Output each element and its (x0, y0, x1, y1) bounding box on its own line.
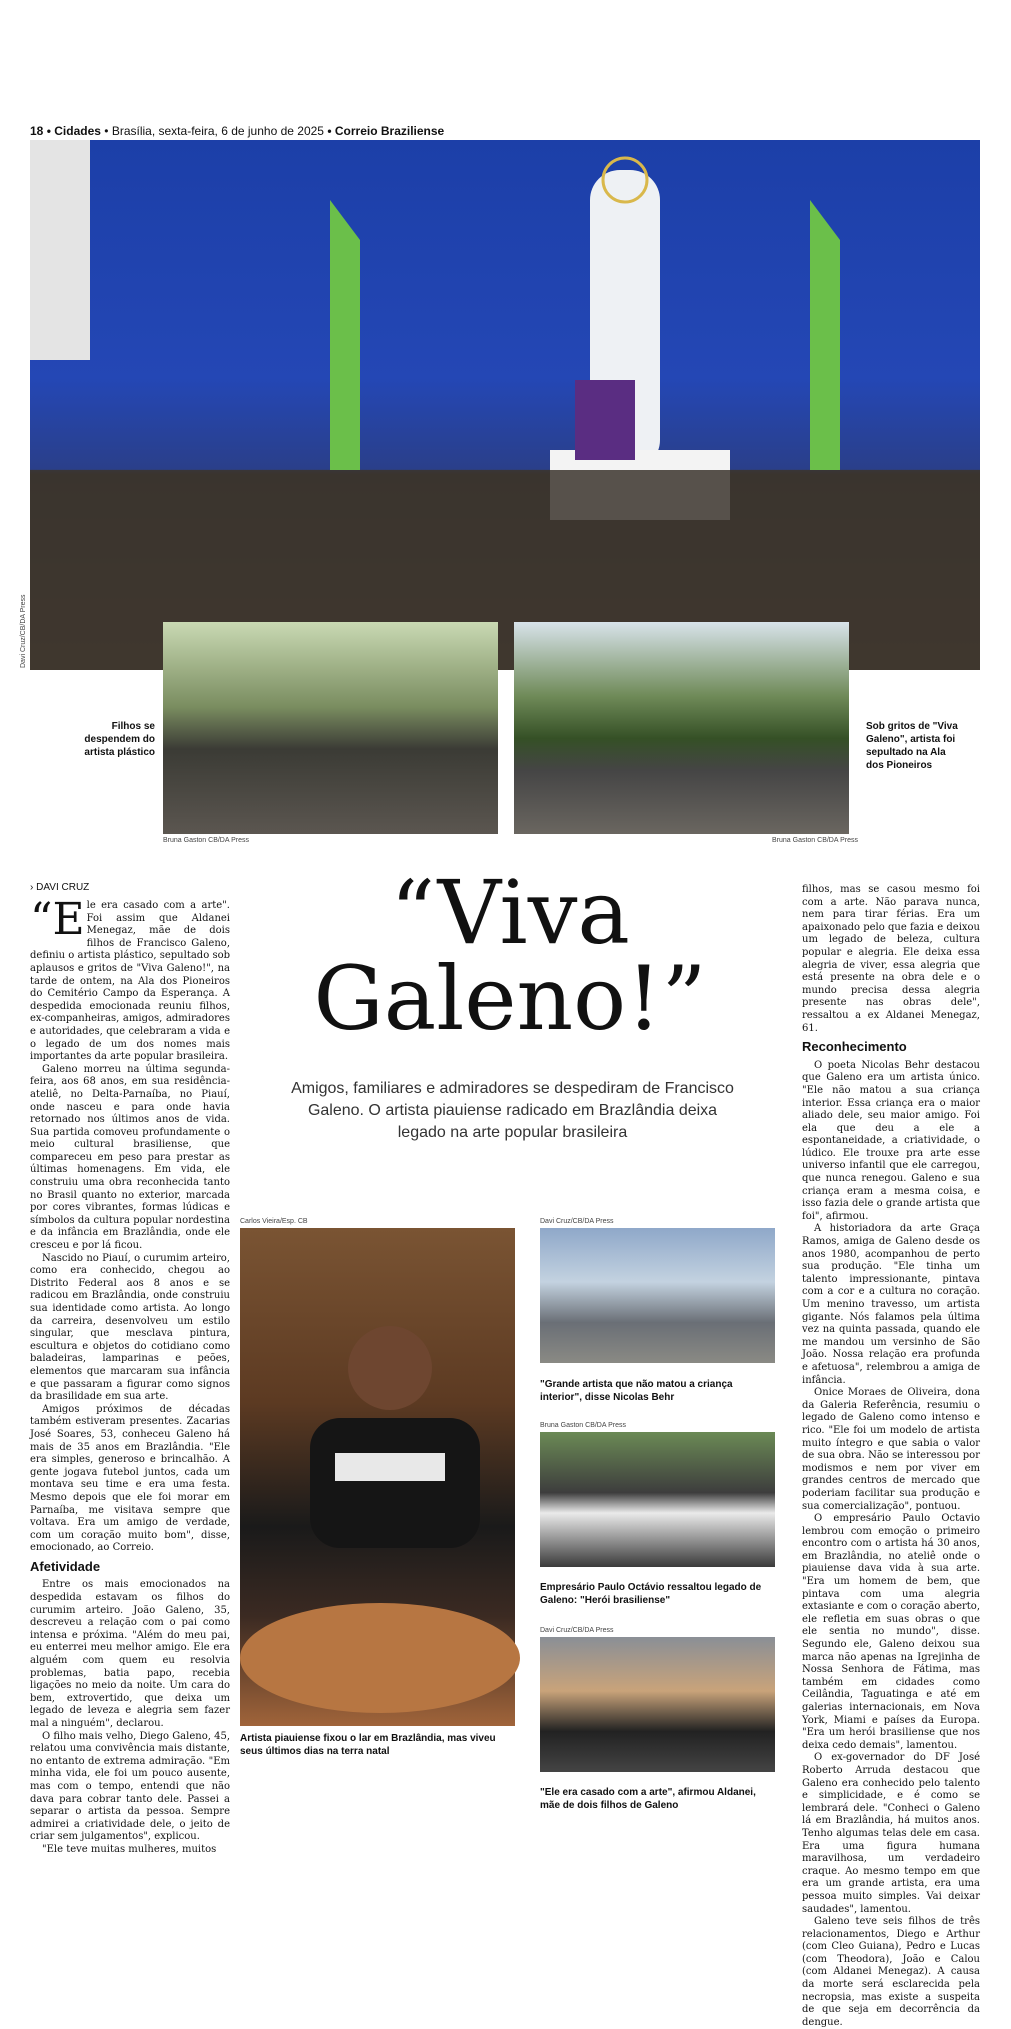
col1-paragraph-5: Entre os mais emocionados na despedida estavam os filhos do curumim arteiro. João Galeno, 35, descreveu a relação com o pai como intensa e próxima. "Além do meu pai, eu enterrei meu melhor amigo. Ele era alguém com quem eu resolvia problemas, batia papo, recebia ligações no meio da noite. Um cara do bem, extrovertido, que deixa um legado de leveza e alegria sem fazer mal a ninguém", declarou. (30, 1579, 230, 1729)
col3-paragraph-4: Onice Moraes de Oliveira, dona da Galeria Referência, resumiu o legado de Galeno como intenso e rico. "Ele foi um modelo de artista muito íntegro e que sabia o valor de sua obra. Não se interessou por modismos e nem por viver em grandes centros de mercado que poderiam facilitar sua produção e sua comercialização", pontuou. (802, 1387, 980, 1512)
small-photo-2-credit: Bruna Gaston CB/DA Press (540, 1422, 626, 1429)
caption-portrait: Artista piauiense fixou o lar em Brazlândia, mas viveu seus últimos dias na terra natal (240, 1733, 496, 1757)
shirt-print (335, 1453, 445, 1481)
bowl-of-beads (240, 1603, 520, 1713)
open-quote-glyph: “ (30, 894, 53, 945)
byline-arrow-icon: › (30, 882, 34, 893)
article-column-3 (802, 884, 980, 2028)
photo-galeno-portrait (240, 1228, 515, 1726)
main-photo-illustration (30, 140, 980, 670)
page-header: 18 • Cidades • Brasília, sexta-feira, 6 de junho de 2025 • Correio Braziliense (30, 124, 445, 138)
artist-head (348, 1326, 432, 1410)
col3-paragraph-3: A historiadora da arte Graça Ramos, amiga de Galeno desde os anos 1980, acompanhou de perto sua produção. "Ele tinha um talento impressionante, pintava com a cor e a cultura no coração. Um menino travesso, um artista gigante. Nós falamos pela última vez na quinta passada, quando ele me mandou um versinho de São João. Nossa relação era profunda e afetuosa", relembrou a amiga de infância. (802, 1223, 980, 1386)
dateline: Brasília, sexta-feira, 6 de junho de 2025 (111, 124, 324, 138)
headline-line-2: Galeno!” (313, 947, 707, 1050)
headline-line-1: “Viva (390, 861, 630, 964)
caption-nicolas-behr: "Grande artista que não matou a criança interior", disse Nicolas Behr (540, 1379, 733, 1403)
wall-ornament-right (810, 200, 840, 470)
byline (30, 882, 89, 893)
col1-paragraph-3: Nascido no Piauí, o curumim arteiro, como era conhecido, chegou ao Distrito Federal aos 8 anos e se radicou em Brazlândia, onde construiu sua identidade como artista. Ao longo da carreira, desenvolveu um estilo singular, que mesclava pintura, escultura e objetos do cotidiano como baladeiras, lamparinas e peões, elementos que marcaram sua infância e que passaram a figurar como signos da brasilidade em sua arte. (30, 1252, 230, 1403)
portrait-credit: Carlos Vieira/Esp. CB (240, 1218, 308, 1225)
flag-banner (30, 140, 90, 360)
photo-sons-farewell (163, 622, 498, 834)
photo-nicolas-behr (540, 1228, 775, 1363)
page-number: 18 (30, 124, 44, 138)
headline (245, 861, 775, 1050)
left-photo-credit: Bruna Gaston CB/DA Press (163, 837, 249, 844)
col3-paragraph-5: O empresário Paulo Octavio lembrou com emoção o primeiro encontro com o artista há 30 anos, em Brazlândia, no ateliê onde o piauiense dava vida à sua arte. "Era um homem de bem, que pintava com uma alegria extasiante e com o coração aberto, ele refletia em suas obras o que ele sentia no mundo", disse. Segundo ele, Galeno deixou sua marca não apenas na Igrejinha de Nossa Senhora de Fátima, mas também em cidades como Ceilândia, Taguatinga e até em galerias internacionais, em Nova York, Miami e países da Europa. "Era um herói brasiliense que nos deixa cedo demais", lamentou. (802, 1513, 980, 1751)
col1-paragraph-6: O filho mais velho, Diego Galeno, 45, relatou uma convivência mais distante, no entanto de extrema admiração. "Em minha vida, ele foi um pouco ausente, mas com o tempo, entendi que não dava para cobrar tanto dele. Passei a separar o artista da pessoa. Sempre admirei a criatividade dele, o jeito de criar sem julgamentos", explicou. (30, 1730, 230, 1843)
newspaper-name: Correio Braziliense (334, 124, 445, 138)
drop-cap: E (52, 894, 85, 945)
col1-paragraph-4: Amigos próximos de décadas também estiveram presentes. Zacarias José Soares, 53, conheceu Galeno há mais de 35 anos em Brazlândia. "Ele era simples, generoso e brincalhão. A gente jogava futebol juntos, cada um montava seu time e era uma festa. Mesmo depois que ele foi morar em Parnaíba, me visitava sempre que voltava. Era um amigo de verdade, com um coração muito bom", disse, emocionado, ao Correio. (30, 1403, 230, 1554)
caption-burial: Sob gritos de "Viva Galeno", artista foi sepultado na Ala dos Pioneiros (866, 721, 958, 771)
small-photo-3-credit: Davi Cruz/CB/DA Press (540, 1627, 614, 1634)
photo-aldanei (540, 1637, 775, 1772)
col3-paragraph-6: O ex-governador do DF José Roberto Arruda destacou que Galeno era conhecido pelo talento e simplicidade, e é como se lembrará dele. "Conheci o Galeno lá em Brazlândia, há muitos anos. Tenho algumas telas dele em casa. Era uma figura humana maravilhosa, um verdadeiro craque. Ao mesmo tempo em que era um grande artista, era uma pessoa muito simples. Vai deixar saudades", lamentou. (802, 1752, 980, 1915)
caption-sons-farewell: Filhos se despendem do artista plástico (84, 721, 155, 758)
wall-ornament-left (330, 200, 360, 470)
main-photo-chapel-mass (30, 140, 980, 670)
subheadline: Amigos, familiares e admiradores se despediram de Francisco Galeno. O artista piauiense radicado em Brazlândia deixa legado na arte popular brasileira (291, 1080, 734, 1141)
article-column-1 (30, 894, 230, 1855)
col1-paragraph-2: Galeno morreu na última segunda-feira, aos 68 anos, em sua residência-ateliê, no Delta-Parnaíba, no Piauí, onde nasceu e para onde havia retornado nos últimos anos de vida. Sua partida comoveu profundamente o meio cultural brasiliense, que compareceu em peso para prestar as últimas homenagens. Em vida, ele construiu uma obra reconhecida tanto no Brasil quanto no exterior, marcada por cores vibrantes, formas lúdicas e símbolos da cultura popular nordestina e da infância em Brazlândia, onde ele cresceu e por lá ficou. (30, 1063, 230, 1252)
col3-paragraph-7: Galeno teve seis filhos de três relacionamentos, Diego e Arthur (com Cleo Guiana), Pedro e Lucas (com Theodora), João e Calou (com Aldanei Menegaz). A causa da morte será esclarecida pela necropsia, mas existe a suspeita de que seja em decorrência da dengue. (802, 1916, 980, 2028)
col3-paragraph-1: filhos, mas se casou mesmo foi com a arte. Não parava nunca, nem para tirar férias. Era um apaixonado pelo que fazia e deixou um legado de beleza, cultura popular e alegria. Ele deixa essa alegria de viver, essa alegria que está presente na obra dele e o mundo precisa dessa alegria presente nas obras dele", ressaltou a ex Aldanei Menegaz, 61. (802, 884, 980, 1034)
col3-paragraph-2: O poeta Nicolas Behr destacou que Galeno era um artista único. "Ele não matou a sua criança interior. Essa criança era o maior aliado dele, seu maior amigo. Foi ela que deu a ele a espontaneidade, a criatividade, o lúdico. Ele trouxe pra arte esse universo infantil que ele carregou, que nunca renegou. Galeno e sua criança eram a mesma coisa, e isso fazia dele o grande artista que foi", afirmou. (802, 1059, 980, 1222)
caption-paulo-octavio: Empresário Paulo Octávio ressaltou legado de Galeno: "Herói brasiliense" (540, 1582, 762, 1606)
col1-paragraph-1: le era casado com a arte". Foi assim que Aldanei Menegaz, mãe de dois filhos de Francisco Galeno, definiu o artista plástico, sepultado sob aplausos e gritos de "Viva Galeno!", na tarde de ontem, na Ala dos Pioneiros do Cemitério Campo da Esperança. A despedida emocionada reuniu filhos, ex-companheiras, amigos, admiradores e autoridades, que celebraram a vida e o legado de um dos nomes mais importantes da arte popular brasileira. (30, 900, 230, 1063)
section-name: Cidades (54, 124, 101, 138)
col1-paragraph-7: "Ele teve muitas mulheres, muitos (42, 1843, 217, 1855)
portrait-illustration (240, 1228, 515, 1726)
caption-aldanei: "Ele era casado com a arte", afirmou Aldanei, mãe de dois filhos de Galeno (540, 1787, 756, 1811)
photo-burial (514, 622, 849, 834)
photo-paulo-octavio (540, 1432, 775, 1567)
main-photo-credit: Davi Cruz/CB/DA Press (20, 594, 27, 668)
byline-author: DAVI CRUZ (36, 882, 90, 893)
subheading-afetividade: Afetividade (30, 1558, 101, 1574)
artist-shirt (310, 1418, 480, 1548)
priest-figure (575, 380, 635, 460)
right-photo-credit: Bruna Gaston CB/DA Press (772, 837, 858, 844)
subheading-reconhecimento: Reconhecimento (802, 1039, 907, 1055)
small-photo-1-credit: Davi Cruz/CB/DA Press (540, 1218, 614, 1225)
